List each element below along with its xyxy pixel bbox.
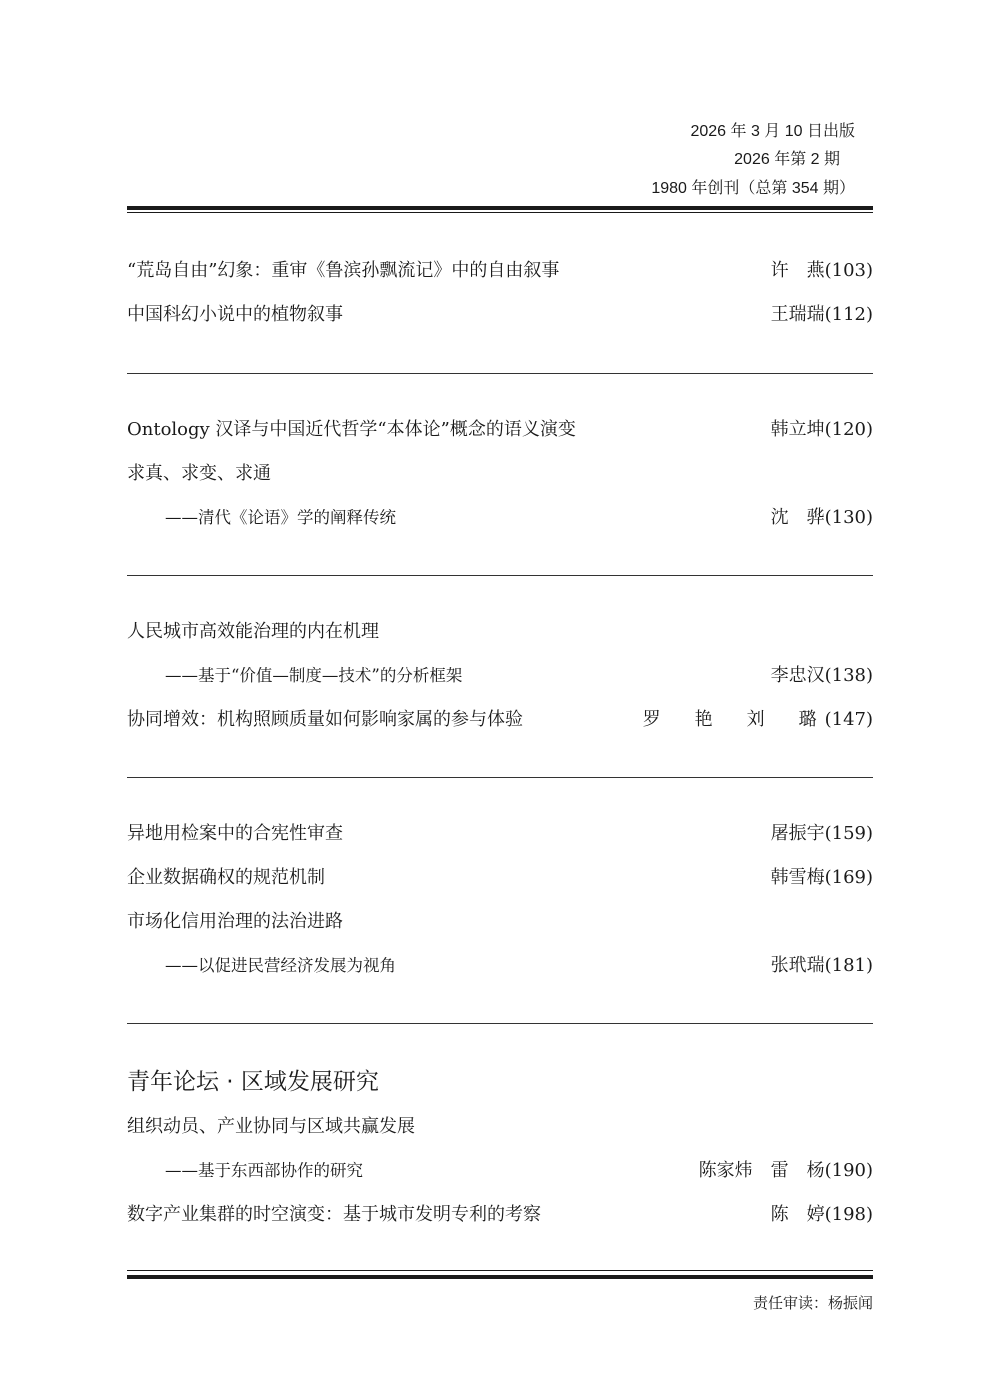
author-page bbox=[771, 820, 873, 848]
page-number: (198) bbox=[824, 1204, 873, 1225]
author-name: 张玳瑞 bbox=[770, 955, 825, 976]
author-name: 王瑞瑞 bbox=[770, 304, 825, 325]
author-page bbox=[699, 1157, 873, 1185]
article-subtitle: ——以促进民营经济发展为视角 bbox=[165, 956, 396, 975]
toc-entry-subtitle-row[interactable] bbox=[127, 952, 873, 980]
author-page bbox=[771, 301, 873, 329]
author-name: 沈 骅 bbox=[770, 507, 825, 528]
article-title: “荒岛自由”幻象：重审《鲁滨孙飘流记》中的自由叙事 bbox=[127, 260, 560, 281]
section-divider bbox=[127, 575, 873, 576]
author-name: 李忠汉 bbox=[770, 665, 825, 686]
section-heading: 青年论坛 · 区域发展研究 bbox=[127, 1069, 379, 1095]
toc-entry-subtitle-row[interactable] bbox=[127, 1157, 873, 1185]
author-name: 陈家炜 雷 杨 bbox=[698, 1160, 825, 1181]
article-title: 求真、求变、求通 bbox=[127, 463, 271, 484]
author-page bbox=[771, 257, 873, 285]
issue-number: 2026 年第 2 期 bbox=[734, 151, 840, 168]
article-title: 组织动员、产业协同与区域共赢发展 bbox=[127, 1116, 415, 1137]
page-number: (147) bbox=[824, 709, 873, 730]
footer-double-rule-bottom bbox=[127, 1275, 873, 1279]
author-page bbox=[771, 504, 873, 532]
page-number: (103) bbox=[824, 260, 873, 281]
section-divider bbox=[127, 1023, 873, 1024]
toc-entry[interactable] bbox=[127, 460, 873, 488]
footer-double-rule-top bbox=[127, 1270, 873, 1271]
author-name: 许 燕 bbox=[770, 260, 825, 281]
article-title: 协同增效：机构照顾质量如何影响家属的参与体验 bbox=[127, 709, 523, 730]
publication-date: 2026 年 3 月 10 日出版 bbox=[690, 123, 855, 140]
author-page bbox=[771, 952, 873, 980]
toc-entry[interactable] bbox=[127, 1113, 873, 1141]
page-number: (169) bbox=[824, 867, 873, 888]
responsible-reviewer: 责任审读：杨振闻 bbox=[752, 1294, 873, 1312]
header-double-rule-bottom bbox=[127, 212, 873, 213]
page-number: (190) bbox=[824, 1160, 873, 1181]
toc-entry[interactable] bbox=[127, 706, 873, 734]
toc-entry[interactable] bbox=[127, 416, 873, 444]
author-page bbox=[771, 1201, 873, 1229]
section-divider bbox=[127, 373, 873, 374]
article-title: 人民城市高效能治理的内在机理 bbox=[127, 621, 379, 642]
section-divider bbox=[127, 777, 873, 778]
page-number: (120) bbox=[824, 419, 873, 440]
author-page bbox=[643, 706, 873, 734]
toc-entry[interactable] bbox=[127, 301, 873, 329]
article-title: 数字产业集群的时空演变：基于城市发明专利的考察 bbox=[127, 1204, 541, 1225]
author-page bbox=[771, 662, 873, 690]
page-number: (138) bbox=[824, 665, 873, 686]
page-number: (112) bbox=[824, 304, 873, 325]
toc-entry-subtitle-row[interactable] bbox=[127, 662, 873, 690]
page-number: (159) bbox=[824, 823, 873, 844]
author-name: 韩立坤 bbox=[770, 419, 825, 440]
article-subtitle: ——清代《论语》学的阐释传统 bbox=[165, 508, 396, 527]
author-name: 罗 艳 刘 璐 bbox=[642, 709, 825, 730]
page-number: (130) bbox=[824, 507, 873, 528]
author-name: 陈 婷 bbox=[770, 1204, 825, 1225]
article-subtitle: ——基于东西部协作的研究 bbox=[165, 1161, 363, 1180]
article-title: Ontology 汉译与中国近代哲学“本体论”概念的语义演变 bbox=[127, 419, 576, 440]
toc-entry[interactable] bbox=[127, 1201, 873, 1229]
article-subtitle: ——基于“价值—制度—技术”的分析框架 bbox=[165, 666, 463, 685]
page-number: (181) bbox=[824, 955, 873, 976]
author-page bbox=[771, 864, 873, 892]
toc-entry[interactable] bbox=[127, 820, 873, 848]
article-title: 市场化信用治理的法治进路 bbox=[127, 911, 343, 932]
header-double-rule-top bbox=[127, 206, 873, 210]
article-title: 企业数据确权的规范机制 bbox=[127, 867, 325, 888]
author-page bbox=[771, 416, 873, 444]
author-name: 韩雪梅 bbox=[770, 867, 825, 888]
article-title: 异地用检案中的合宪性审查 bbox=[127, 823, 343, 844]
author-name: 屠振宇 bbox=[770, 823, 825, 844]
article-title: 中国科幻小说中的植物叙事 bbox=[127, 304, 343, 325]
founding-info: 1980 年创刊（总第 354 期） bbox=[651, 180, 855, 197]
toc-entry[interactable] bbox=[127, 908, 873, 936]
toc-entry[interactable] bbox=[127, 257, 873, 285]
toc-entry[interactable] bbox=[127, 864, 873, 892]
toc-entry[interactable] bbox=[127, 618, 873, 646]
toc-entry-subtitle-row[interactable] bbox=[127, 504, 873, 532]
